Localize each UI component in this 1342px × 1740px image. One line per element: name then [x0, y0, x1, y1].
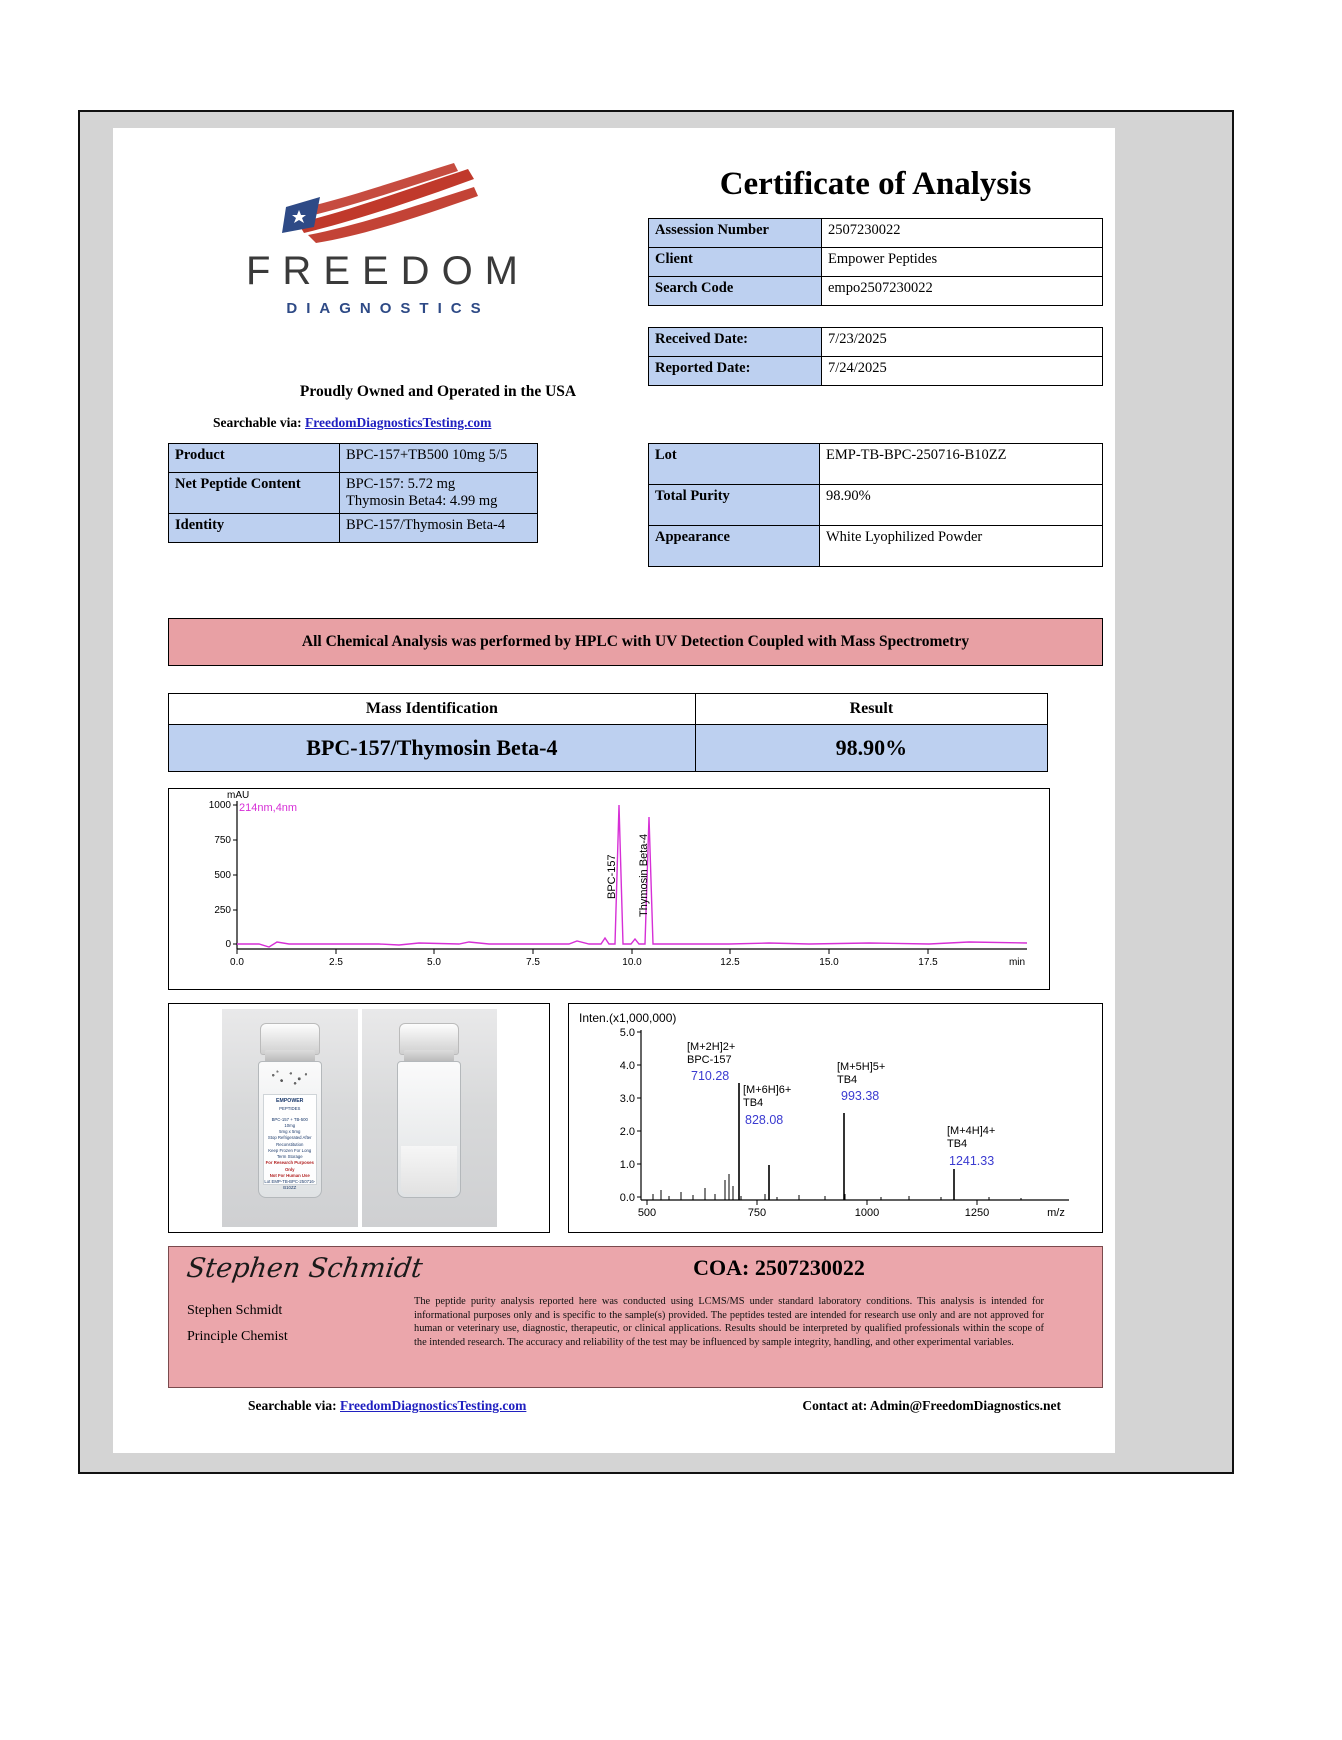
search-code-label: Search Code: [649, 277, 822, 306]
assession-number-label: Assession Number: [649, 219, 822, 248]
product-table: [168, 443, 538, 543]
appearance-label: Appearance: [649, 526, 820, 567]
disclaimer-text: The peptide purity analysis reported here was conducted using LCMS/MS under standard laboratory conditions. This analysis is intended for informational purposes only and is specific to the sample(s) provided. The peptides tested are intended for research use only and are not approved for human or veterinary use, diagnostic, therapeutic, or clinical applications. Results should be interpreted by qualified professionals within the scope of the intended research. The accuracy and reliability of the test may be influenced by sample integrity, handling, and other experimental variables.: [414, 1296, 1044, 1349]
vial-label-brand-sub: PEPTIDES: [279, 1105, 301, 1111]
lot-table: [648, 443, 1103, 567]
usa-tagline: Proudly Owned and Operated in the USA: [299, 383, 577, 400]
svg-text:mAU: mAU: [227, 790, 250, 801]
mass-id-value: BPC-157/Thymosin Beta-4: [169, 725, 696, 772]
assession-number-value: 2507230022: [822, 219, 1103, 248]
table-row: [649, 444, 1103, 485]
client-label: Client: [649, 248, 822, 277]
signer-role: Principle Chemist: [187, 1329, 288, 1344]
vial-label-warn3: For Research Purposes Only: [265, 1160, 314, 1172]
svg-text:214nm,4nm: 214nm,4nm: [239, 802, 298, 814]
svg-text:250: 250: [214, 905, 231, 916]
vial-label-warn1: Stop Refrigerated After Reconstitution: [267, 1135, 312, 1147]
vial-label: [263, 1094, 317, 1191]
svg-text:12.5: 12.5: [720, 957, 740, 968]
svg-text:1.0: 1.0: [619, 1159, 635, 1171]
page-title: Certificate of Analysis: [719, 166, 1032, 202]
mass-identification-table: [168, 693, 1048, 772]
svg-text:1250: 1250: [964, 1207, 990, 1219]
svg-text:15.0: 15.0: [819, 957, 839, 968]
svg-text:Thymosin Beta-4: Thymosin Beta-4: [638, 833, 650, 917]
product-label: Product: [169, 444, 340, 473]
vial-glass: [258, 1061, 322, 1198]
vial-label-line3: 5mg x 5mg: [279, 1129, 301, 1135]
svg-text:BPC-157: BPC-157: [687, 1054, 732, 1066]
svg-text:0.0: 0.0: [230, 957, 244, 968]
vial-glass: [397, 1061, 461, 1198]
svg-text:7.5: 7.5: [526, 957, 540, 968]
identity-label: Identity: [169, 514, 340, 543]
svg-text:m/z: m/z: [1047, 1207, 1065, 1219]
hplc-chromatogram: [168, 788, 1050, 990]
coa-number: COA: 2507230022: [693, 1255, 865, 1280]
coa-document: [113, 128, 1115, 1453]
vial-cap: [260, 1023, 320, 1055]
net-peptide-content-label: Net Peptide Content: [169, 473, 340, 514]
reported-date-label: Reported Date:: [649, 357, 822, 386]
svg-text:TB4: TB4: [837, 1074, 858, 1086]
searchable-via-top: [213, 415, 491, 431]
vial-cap: [399, 1023, 459, 1055]
svg-text:1000: 1000: [208, 800, 231, 811]
table-header-row: [169, 694, 1048, 725]
searchable-label-top: Searchable via:: [213, 415, 302, 430]
table-row: [169, 444, 538, 473]
table-row: [649, 357, 1103, 386]
total-purity-value: 98.90%: [820, 485, 1103, 526]
vial-label-lot: Lot EMP-TB-BPC-250716-B10ZZ: [264, 1178, 316, 1191]
svg-text:TB4: TB4: [743, 1097, 764, 1109]
svg-text:828.08: 828.08: [745, 1113, 784, 1127]
result-header: Result: [695, 694, 1047, 725]
searchable-link-top[interactable]: FreedomDiagnosticsTesting.com: [305, 415, 492, 430]
table-row: [169, 514, 538, 543]
svg-text:min: min: [1008, 957, 1026, 968]
svg-text:750: 750: [214, 835, 231, 846]
net-peptide-content-value: BPC-157: 5.72 mg Thymosin Beta4: 4.99 mg: [340, 473, 538, 514]
svg-text:Inten.(x1,000,000): Inten.(x1,000,000): [579, 1011, 677, 1025]
company-logo: [168, 163, 598, 317]
assession-table: [648, 218, 1103, 306]
reported-date-value: 7/24/2025: [822, 357, 1103, 386]
svg-text:1241.33: 1241.33: [949, 1154, 995, 1168]
svg-text:[M+2H]2+: [M+2H]2+: [687, 1041, 736, 1053]
vial-label-warn4: Not For Human Use: [269, 1172, 310, 1178]
table-row: [649, 328, 1103, 357]
vial-label-line1: BPC-157 + TB-500: [271, 1116, 308, 1122]
vial-powder: [401, 1146, 457, 1194]
product-value: BPC-157+TB500 10mg 5/5: [340, 444, 538, 473]
analysis-method-banner: All Chemical Analysis was performed by HPLC with UV Detection Coupled with Mass Spectrometry: [168, 618, 1103, 666]
table-row: [649, 248, 1103, 277]
footer-links: [168, 1396, 1101, 1420]
table-row: [649, 485, 1103, 526]
svg-text:17.5: 17.5: [918, 957, 938, 968]
product-photo: [168, 1003, 550, 1233]
svg-text:2.5: 2.5: [329, 957, 343, 968]
search-code-value: empo2507230022: [822, 277, 1103, 306]
svg-text:3.0: 3.0: [619, 1093, 635, 1105]
lot-label: Lot: [649, 444, 820, 485]
svg-text:0: 0: [225, 939, 231, 950]
table-row: [649, 219, 1103, 248]
svg-text:1000: 1000: [854, 1207, 880, 1219]
appearance-value: White Lyophilized Powder: [820, 526, 1103, 567]
searchable-link-footer[interactable]: FreedomDiagnosticsTesting.com: [340, 1398, 527, 1413]
client-value: Empower Peptides: [822, 248, 1103, 277]
vial-label-line2: 10mg: [284, 1122, 296, 1128]
svg-text:5.0: 5.0: [427, 957, 441, 968]
mass-spectrum-chart: [568, 1003, 1103, 1233]
table-row: [169, 725, 1048, 772]
result-value: 98.90%: [695, 725, 1047, 772]
logo-wordmark: FREEDOM: [246, 249, 530, 293]
signer-name: Stephen Schmidt: [187, 1303, 283, 1318]
table-row: [169, 473, 538, 514]
vial-photo-labeled: [222, 1009, 358, 1227]
svg-text:500: 500: [637, 1207, 657, 1219]
svg-text:10.0: 10.0: [622, 957, 642, 968]
logo-subtext: DIAGNOSTICS: [286, 300, 490, 317]
flag-swoosh-icon: [268, 163, 498, 243]
svg-text:710.28: 710.28: [691, 1069, 730, 1083]
svg-text:4.0: 4.0: [619, 1060, 635, 1072]
vial-label-warn2: Keep Frozen For Long Term Storage: [268, 1147, 312, 1160]
lot-value: EMP-TB-BPC-250716-B10ZZ: [820, 444, 1103, 485]
svg-text:BPC-157: BPC-157: [606, 854, 618, 899]
searchable-via-footer: [248, 1398, 526, 1414]
svg-text:993.38: 993.38: [841, 1089, 880, 1103]
svg-text:750: 750: [747, 1207, 767, 1219]
received-date-value: 7/23/2025: [822, 328, 1103, 357]
vial-photo-plain: [362, 1009, 498, 1227]
svg-text:2.0: 2.0: [619, 1126, 635, 1138]
vial-contents-specks: [269, 1068, 311, 1086]
svg-text:TB4: TB4: [947, 1138, 968, 1150]
table-row: [649, 526, 1103, 567]
total-purity-label: Total Purity: [649, 485, 820, 526]
contact-info: Contact at: Admin@FreedomDiagnostics.net: [802, 1398, 1061, 1413]
vial-label-brand: EMPOWER: [276, 1098, 304, 1104]
mass-id-header: Mass Identification: [169, 694, 696, 725]
svg-text:0.0: 0.0: [619, 1192, 635, 1204]
footer-block: [168, 1246, 1103, 1388]
svg-text:[M+5H]5+: [M+5H]5+: [837, 1061, 886, 1073]
identity-value: BPC-157/Thymosin Beta-4: [340, 514, 538, 543]
svg-text:[M+4H]4+: [M+4H]4+: [947, 1125, 996, 1137]
svg-text:[M+6H]6+: [M+6H]6+: [743, 1084, 792, 1096]
svg-text:500: 500: [214, 870, 231, 881]
dates-table: [648, 327, 1103, 386]
svg-text:5.0: 5.0: [619, 1027, 635, 1039]
searchable-label-footer: Searchable via:: [248, 1398, 337, 1413]
signature-image: Stephen Schmidt: [184, 1253, 425, 1284]
table-row: [649, 277, 1103, 306]
received-date-label: Received Date:: [649, 328, 822, 357]
